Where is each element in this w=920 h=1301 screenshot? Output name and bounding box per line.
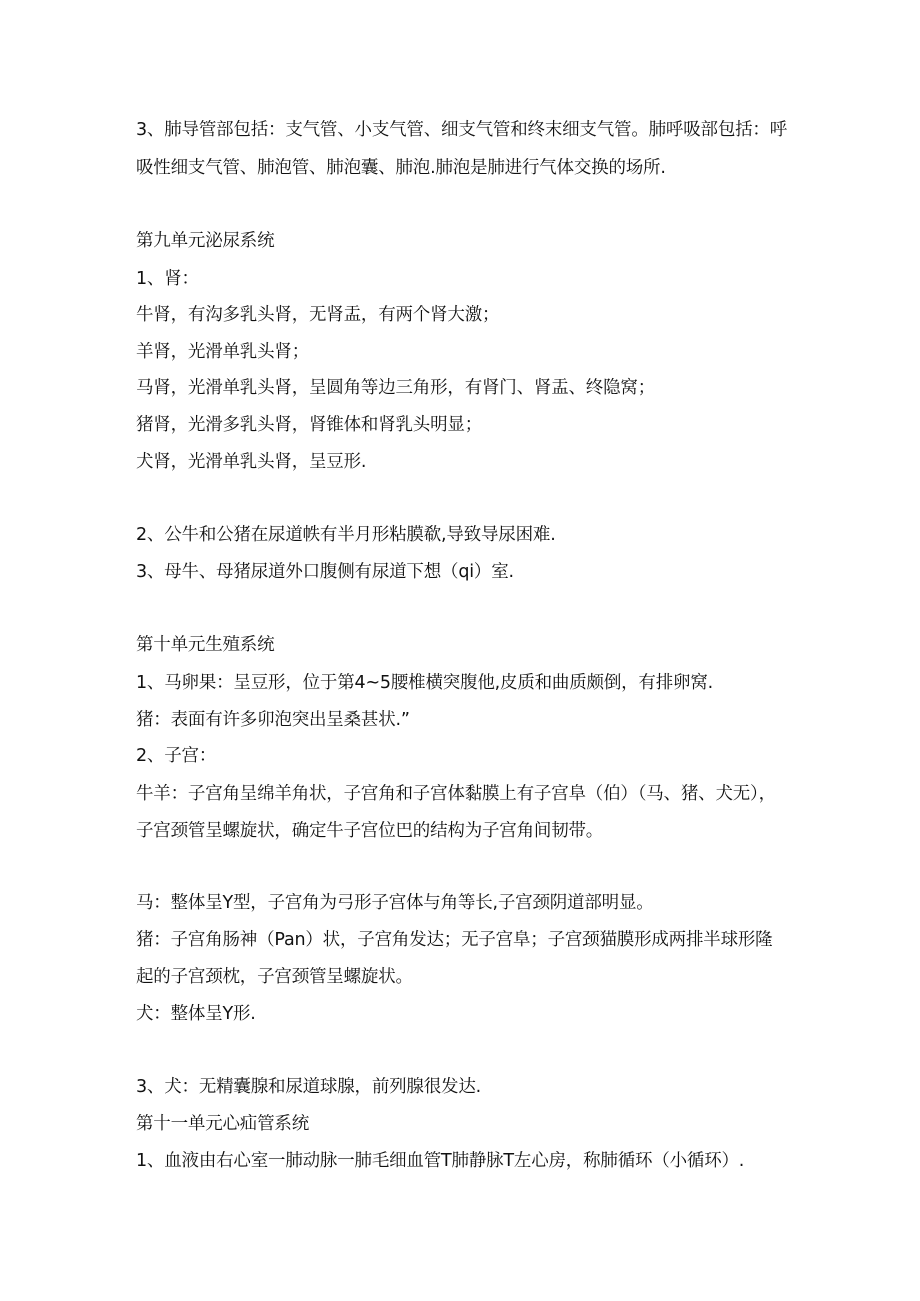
- text-pig-kidney: 猪肾，光滑多乳头肾，肾锥体和肾乳头明显；: [136, 415, 482, 435]
- list-item-dog-glands: 3、犬：无精囊腺和尿道球腺，前列腺很发达.: [136, 1077, 481, 1097]
- list-item-ovary: 1、马卵果：呈豆形，位于第4~5腰椎横突腹他,皮质和曲质颇倒，有排卵窝.: [136, 673, 713, 693]
- list-item-kidney: 1、肾：: [136, 269, 199, 289]
- text-ruminant-uterus-cont: 子宫颈管呈螺旋状，确定牛子宫位巴的结构为子宫角间韧带。: [136, 821, 604, 841]
- paragraph-lung-conducting: 3、肺导管部包括：支气管、小支气管、细支气管和终末细支气管。肺呼吸部包括：呼: [136, 120, 788, 140]
- list-item-urethra: 2、公牛和公猪在尿道帙有半月形粘膜欷,导致导尿困难.: [136, 525, 556, 545]
- list-item-diverticulum: 3、母牛、母猪尿道外口腹侧有尿道下想（qi）室.: [136, 562, 514, 582]
- text-ruminant-uterus: 牛羊：子宫角呈绵羊角状，子宫角和子宫体黏膜上有子宫阜（伯）（马、猪、犬无），: [136, 784, 776, 804]
- text-horse-kidney: 马肾，光滑单乳头肾，呈圆角等边三角形，有肾门、肾盂、终隐窝；: [136, 378, 655, 398]
- section-heading-urinary: 第九单元泌尿系统: [136, 231, 275, 251]
- text-pig-uterus: 猪：子宫角肠神（Pan）状，子宫角发达；无子宫阜；子宫颈猫膜形成两排半球形隆: [136, 930, 773, 950]
- list-item-pulmonary-circulation: 1、血液由右心室一肺动脉一肺毛细血管T肺静脉T左心房，称肺循环（小循环）.: [136, 1151, 745, 1171]
- section-heading-cardiovascular: 第十一单元心疝管系统: [136, 1114, 309, 1134]
- text-dog-kidney: 犬肾，光滑单乳头肾，呈豆形.: [136, 452, 367, 472]
- text-sheep-kidney: 羊肾，光滑单乳头肾；: [136, 342, 309, 362]
- list-item-uterus: 2、子宫：: [136, 746, 217, 766]
- text-cattle-kidney: 牛肾，有沟多乳头肾，无肾盂，有两个肾大激；: [136, 305, 500, 325]
- paragraph-lung-respiratory: 吸性细支气管、肺泡管、肺泡囊、肺泡.肺泡是肺进行气体交换的场所.: [136, 158, 666, 178]
- text-pig-ovary: 猪：表面有许多卯泡突出呈桑甚状.”: [136, 710, 410, 730]
- section-heading-reproductive: 第十单元生殖系统: [136, 635, 275, 655]
- text-dog-uterus: 犬：整体呈Y形.: [136, 1004, 256, 1024]
- text-horse-uterus: 马：整体呈Y型，子宫角为弓形子宫体与角等长,子宫颈阴道部明显。: [136, 893, 654, 913]
- text-pig-uterus-cont: 起的子宫颈枕，子宫颈管呈螺旋状。: [136, 967, 413, 987]
